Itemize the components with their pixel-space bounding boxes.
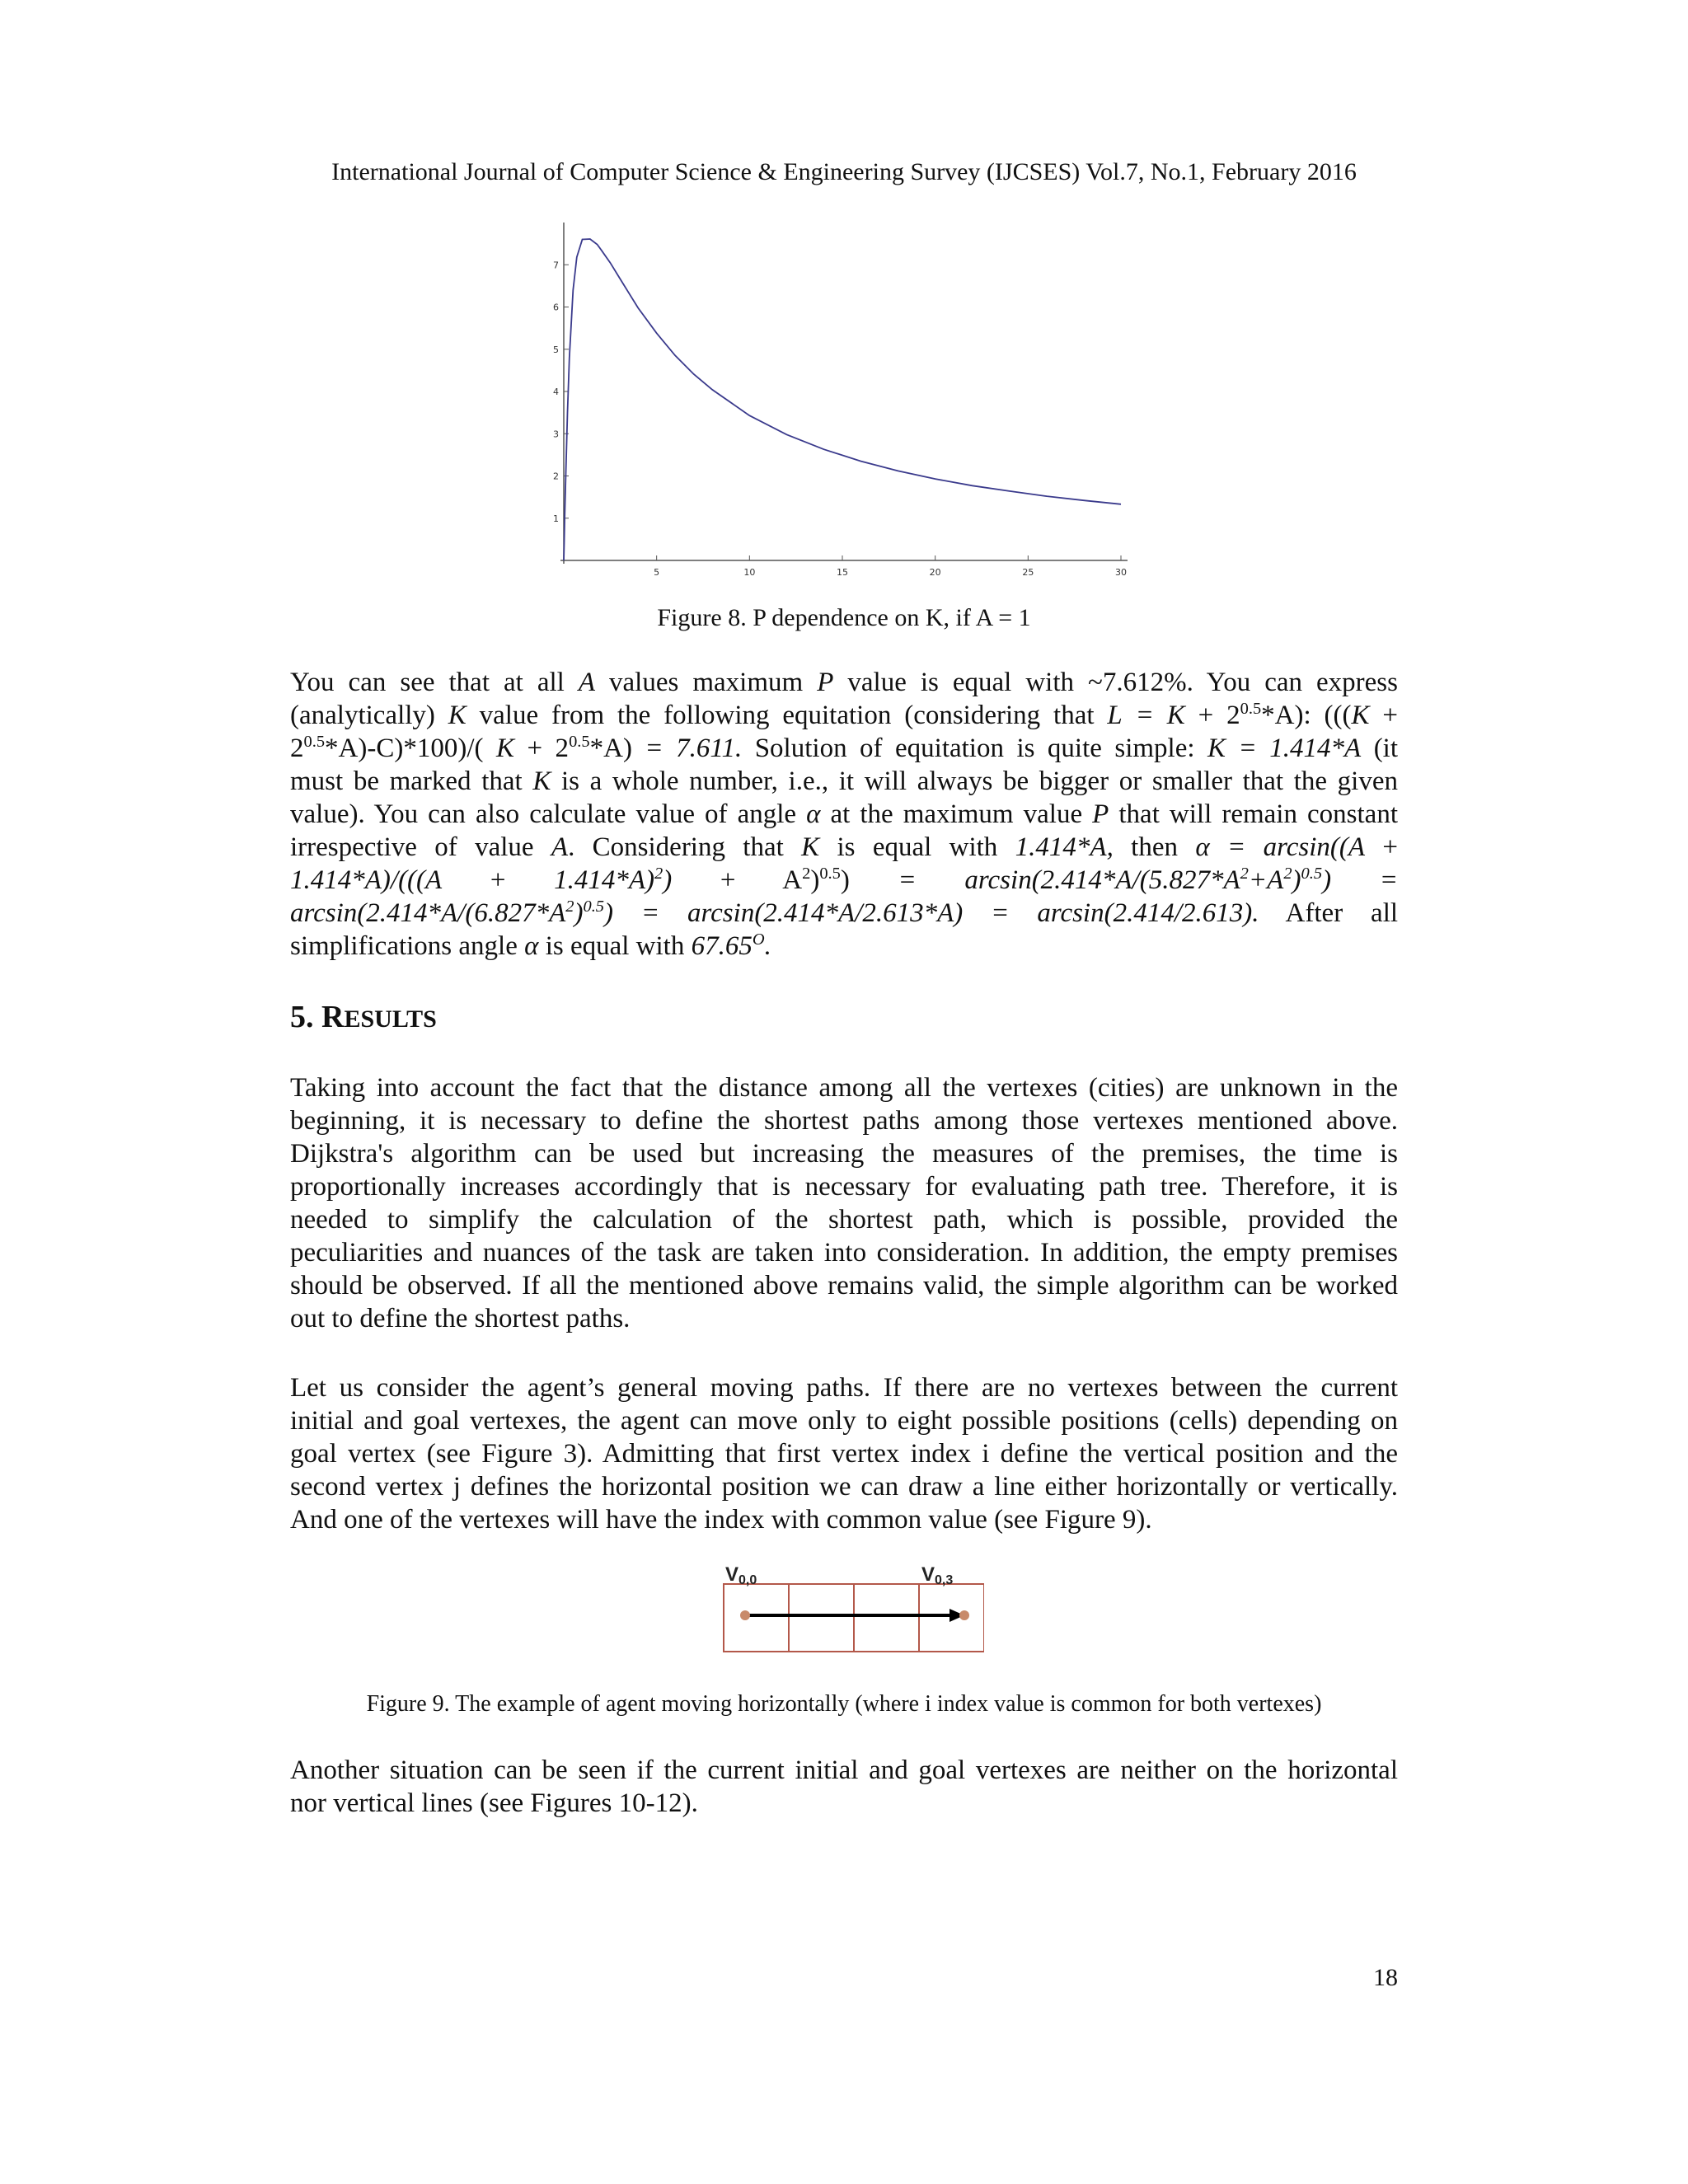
goal-vertex-dot xyxy=(959,1610,969,1620)
text-line: (analytically) K value from the following equitation (considering that $L = K + 2^{0.5}*A$): (((K + xyxy=(290,700,1398,730)
grid-diagram xyxy=(712,1566,984,1657)
section-title-initial: R xyxy=(321,1000,345,1034)
text-line: simplifications angle α is equal with $67.65^O$. xyxy=(290,930,771,961)
text-line: $2^{0.5}*A)-C)*100)/$( $K + 2^{0.5}*A) = 7.611$. Solution of equitation is quite simple: K = 1.414*A (it xyxy=(290,733,1399,763)
text-line: proportionally increases accordingly that is necessary for evaluating path tree. Therefore, it is xyxy=(290,1172,1398,1202)
text-line: second vertex j defines the horizontal position we can draw a line either horizontally or vertically. xyxy=(290,1472,1398,1502)
y-tick-label: 6 xyxy=(553,302,559,313)
text-line: $\arcsin(2.414*A/(6.827*A^2)^{0.5}) = \arcsin(2.414*A/2.613*A) = \arcsin(2.414/2.613)$. After all xyxy=(290,898,1399,928)
section-number: 5. xyxy=(290,1000,314,1034)
text-line: Another situation can be seen if the current initial and goal vertexes are neither on the horizontal xyxy=(290,1755,1398,1785)
text-line: beginning, it is necessary to define the shortest paths among those vertexes mentioned above. xyxy=(290,1106,1398,1136)
figure-8-caption: Figure 8. P dependence on K, if A = 1 xyxy=(657,604,1031,631)
start-vertex-label: V0,0 xyxy=(725,1566,757,1587)
text-line: must be marked that K is a whole number, i.e., it will always be bigger or smaller that the given xyxy=(290,766,1398,796)
x-tick-label: 10 xyxy=(743,567,756,577)
text-line: You can see that at all A values maximum P value is equal with ~7.612%. You can express xyxy=(290,668,1398,697)
text-line: Let us consider the agent’s general moving paths. If there are no vertexes between the current xyxy=(290,1373,1398,1403)
x-tick-label: 15 xyxy=(837,567,848,577)
text-line: value). You can also calculate value of angle α at the maximum value P that will remain constant xyxy=(290,799,1398,829)
series-line xyxy=(564,239,1121,560)
text-line: Dijkstra's algorithm can be used but increasing the measures of the premises, the time is xyxy=(290,1139,1398,1169)
text-line: initial and goal vertexes, the agent can move only to eight possible positions (cells) depending on xyxy=(290,1406,1398,1436)
text-line: And one of the vertexes will have the index with common value (see Figure 9). xyxy=(290,1505,1152,1535)
goal-vertex-label: V0,3 xyxy=(921,1566,954,1587)
y-tick-label: 3 xyxy=(553,429,559,440)
paragraph-other-situation xyxy=(290,1754,1398,1820)
y-tick-label: 2 xyxy=(553,471,559,482)
x-tick-label: 25 xyxy=(1022,567,1034,577)
start-vertex-dot xyxy=(740,1610,750,1620)
section-title-rest: ESULTS xyxy=(344,1005,437,1033)
text-line: peculiarities and nuances of the task are taken into consideration. In addition, the empty premises xyxy=(290,1238,1398,1268)
text-line: nor vertical lines (see Figures 10-12). xyxy=(290,1788,698,1818)
y-tick-label: 7 xyxy=(553,260,559,271)
paragraph-analysis xyxy=(290,666,1398,963)
x-tick-label: 20 xyxy=(929,567,941,577)
section-heading-results xyxy=(290,999,437,1035)
x-tick-label: 5 xyxy=(654,567,660,577)
paragraph-results xyxy=(290,1071,1398,1335)
x-tick-label: 30 xyxy=(1115,567,1127,577)
paragraph-moving-paths xyxy=(290,1371,1398,1536)
page-number: 18 xyxy=(1373,1964,1398,1991)
text-line: goal vertex (see Figure 3). Admitting that first vertex index i define the vertical position and the xyxy=(290,1439,1398,1469)
text-line: $1.414*A)/(((A + 1.414*A)^2) + A^2)^{0.5}) = \arcsin(2.414*A/(5.827*A^2+A^2)^{0.5})$ = xyxy=(290,865,1399,895)
text-line: should be observed. If all the mentioned above remains valid, the simple algorithm can be worked xyxy=(290,1271,1398,1301)
text-line: Taking into account the fact that the distance among all the vertexes (cities) are unknown in the xyxy=(290,1073,1398,1103)
text-line: needed to simplify the calculation of the shortest path, which is possible, provided the xyxy=(290,1205,1398,1235)
text-line: out to define the shortest paths. xyxy=(290,1304,631,1333)
figure-9-caption: Figure 9. The example of agent moving horizontally (where i index value is common for both vertexes) xyxy=(366,1691,1322,1717)
y-tick-label: 1 xyxy=(553,513,559,524)
figure-8-chart xyxy=(552,214,1146,577)
text-line: irrespective of value A. Considering that K is equal with 1.414*A, then α = arcsin((A + xyxy=(290,832,1399,862)
figure-9-diagram xyxy=(712,1566,984,1657)
running-header: International Journal of Computer Science & Engineering Survey (IJCSES) Vol.7, No.1, February 2016 xyxy=(331,158,1357,185)
y-tick-label: 4 xyxy=(553,387,559,397)
y-tick-label: 5 xyxy=(553,344,559,355)
